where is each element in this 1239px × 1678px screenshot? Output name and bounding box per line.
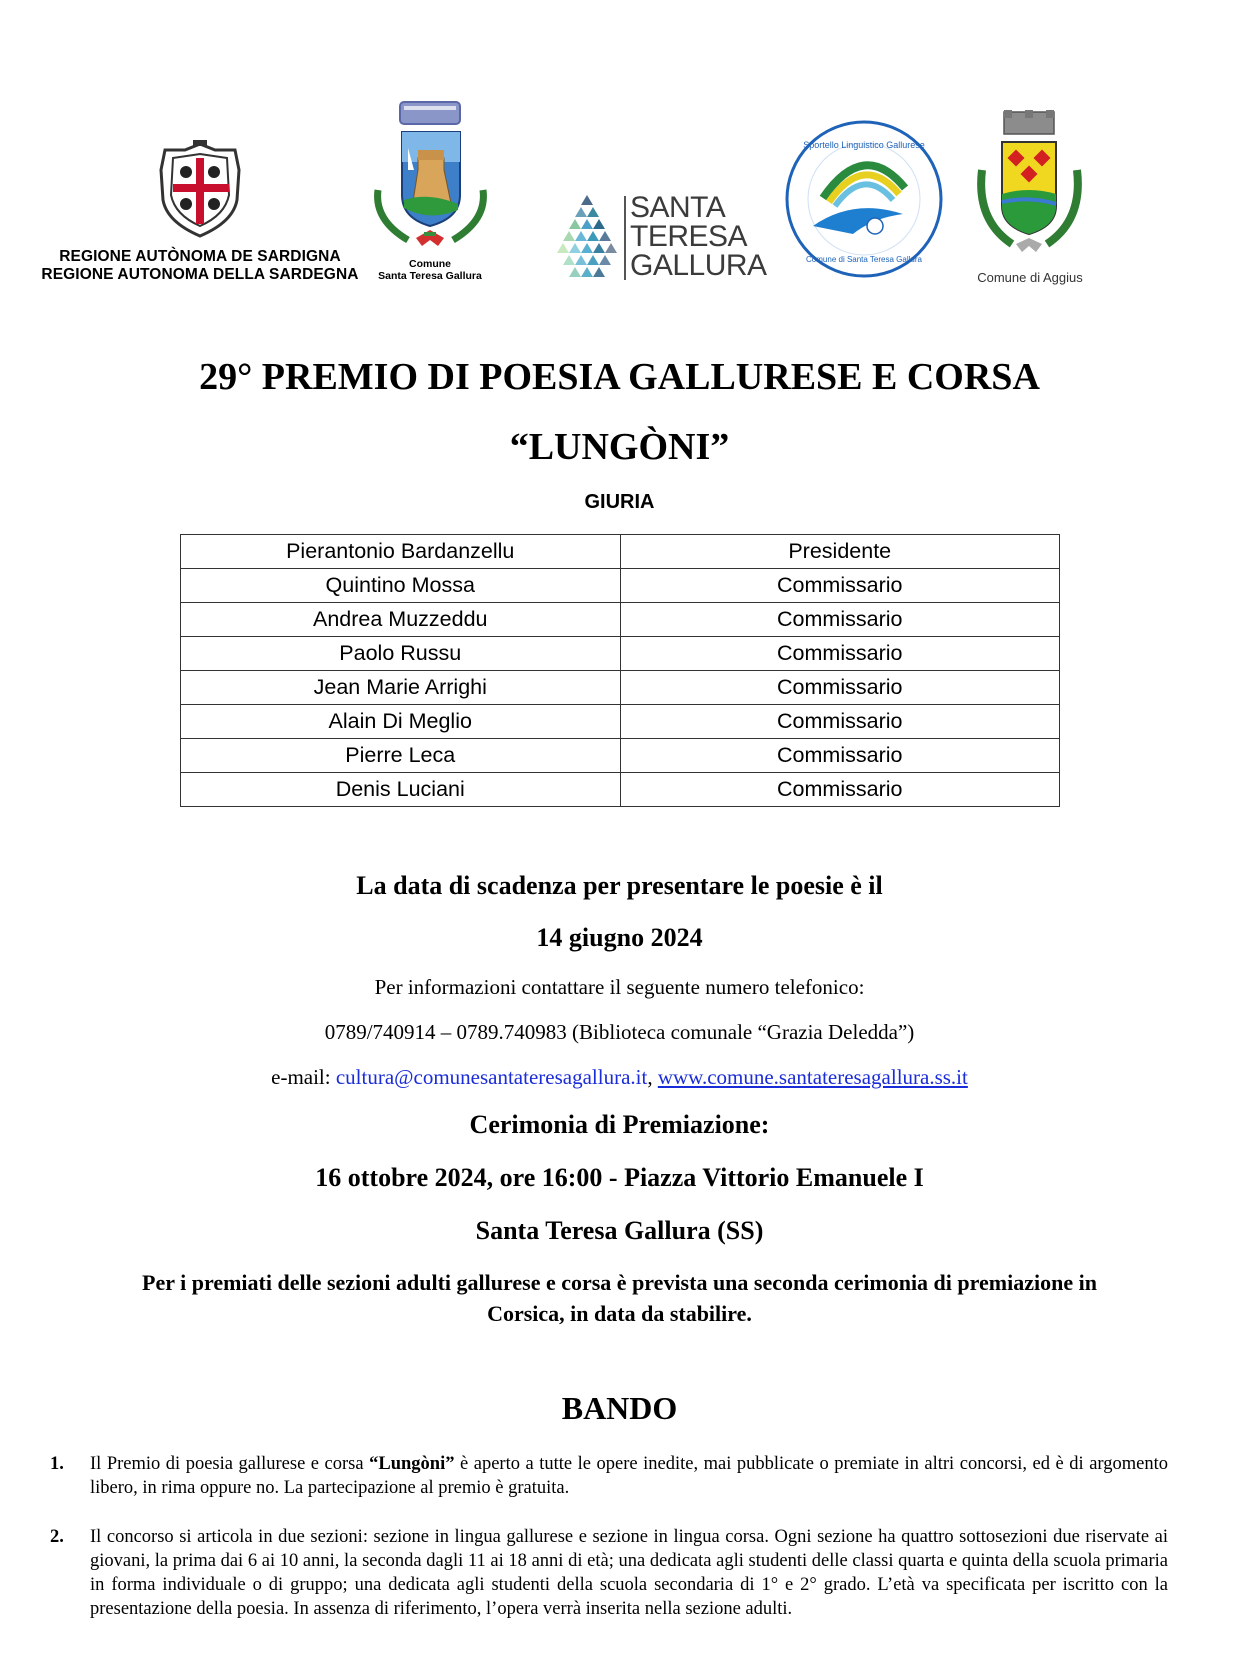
santa-teresa-line: Santa Teresa Gallura [378, 270, 482, 282]
table-row [181, 671, 1060, 705]
table-row [181, 569, 1060, 603]
item-text [90, 1452, 1168, 1500]
sportello-bottom-text: Comune di Santa Teresa Gallura [806, 255, 922, 264]
sportello-linguistico-logo [783, 118, 945, 280]
jury-name: Paolo Russu [181, 637, 621, 671]
table-row [181, 535, 1060, 569]
santa-teresa-coat-of-arms [368, 100, 493, 260]
regione-sardegna-emblem [155, 140, 245, 240]
email-separator: , [647, 1065, 658, 1089]
comune-santa-teresa-caption [360, 258, 500, 282]
jury-name: Andrea Muzzeddu [181, 603, 621, 637]
item-text-before: Il Premio di poesia gallurese e corsa [90, 1454, 370, 1474]
ceremony-place: Santa Teresa Gallura (SS) [475, 1216, 764, 1245]
santa-teresa-brand-triangles [555, 193, 620, 283]
item-text: Il concorso si articola in due sezioni: sezione in lingua gallurese e sezione in lingua corsa. Ogni sezione ha quattro sottosezioni due riservate ai giovani, la prima dai 6 ai 10 anni, la seconda dagli 11 ai 18 anni di età; una dedicata agli studenti delle classi quarta e quinta della scuola primaria in forma individuale o di gruppo; una dedicata agli studenti della scuola secondaria di 1° e 2° grado. L’età va specificata per iscritto con la presentazione della poesia. In assenza di riferimento, l’opera verrà inserita nella sezione adulti. [90, 1527, 1168, 1619]
contact-phones: 0789/740914 – 0789.740983 (Biblioteca comunale “Grazia Deledda”) [324, 1020, 915, 1044]
jury-name: Jean Marie Arrighi [181, 671, 621, 705]
jury-role: Commissario [620, 569, 1060, 603]
jury-role: Commissario [620, 671, 1060, 705]
table-row [181, 773, 1060, 807]
ceremony-note-line1: Per i premiati delle sezioni adulti gallurese e corsa è prevista una seconda cerimonia di premiazione in [142, 1270, 1097, 1295]
brand-teresa: TERESA [630, 220, 748, 253]
jury-name: Quintino Mossa [181, 569, 621, 603]
table-row [181, 603, 1060, 637]
jury-table [180, 534, 1060, 807]
website-link[interactable]: www.comune.santateresagallura.ss.it [657, 1065, 968, 1089]
table-row [181, 705, 1060, 739]
comune-line: Comune [409, 258, 451, 270]
list-item [50, 1525, 1168, 1621]
regione-sardegna-line1: REGIONE AUTÒNOMA DE SARDIGNA [59, 248, 341, 265]
item-number: 2. [50, 1527, 64, 1547]
brand-gallura: GALLURA [630, 249, 767, 282]
ceremony-heading: Cerimonia di Premiazione: [469, 1110, 770, 1139]
table-row [181, 739, 1060, 773]
email-link[interactable]: cultura@comunesantateresagallura.it [335, 1065, 648, 1089]
jury-role: Commissario [620, 637, 1060, 671]
jury-role: Presidente [620, 535, 1060, 569]
ceremony-note [0, 1267, 1239, 1329]
regione-sardegna-line2: REGIONE AUTONOMA DELLA SARDEGNA [41, 266, 359, 283]
jury-name: Alain Di Meglio [181, 705, 621, 739]
jury-role: Commissario [620, 705, 1060, 739]
brand-santa: SANTA [630, 191, 726, 224]
santa-teresa-brand-divider [624, 196, 626, 280]
table-row [181, 637, 1060, 671]
jury-name: Denis Luciani [181, 773, 621, 807]
ceremony-note-line2: Corsica, in data da stabilire. [487, 1301, 752, 1326]
deadline-text: La data di scadenza per presentare le poesie è il [356, 871, 883, 900]
sportello-top-text: Sportello Linguistico Gallurese [803, 140, 925, 150]
giuria-heading: GIURIA [584, 491, 655, 513]
jury-role: Commissario [620, 739, 1060, 773]
list-item [50, 1452, 1168, 1500]
contact-intro: Per informazioni contattare il seguente numero telefonico: [374, 975, 865, 999]
ceremony-when-where: 16 ottobre 2024, ore 16:00 - Piazza Vittorio Emanuele I [315, 1163, 924, 1192]
prize-title-line2: “LUNGÒNI” [509, 426, 730, 468]
aggius-coat-of-arms [972, 110, 1087, 260]
item-text-after: è aperto a tutte le opere inedite, mai pubblicate o premiate in altri concorsi, ed è di argomento libero, in rima oppure no. La partecipazione al premio è gratuita. [90, 1454, 1168, 1498]
email-label: e-mail: [271, 1065, 336, 1089]
santa-teresa-brand-text [630, 193, 767, 280]
item-number: 1. [50, 1454, 64, 1474]
contact-email-line [0, 1065, 1239, 1090]
jury-role: Commissario [620, 773, 1060, 807]
aggius-caption: Comune di Aggius [977, 270, 1083, 285]
bando-heading: BANDO [561, 1390, 678, 1426]
prize-title-line1: 29° PREMIO DI POESIA GALLURESE E CORSA [199, 356, 1040, 398]
deadline-date: 14 giugno 2024 [536, 923, 703, 952]
jury-name: Pierantonio Bardanzellu [181, 535, 621, 569]
jury-name: Pierre Leca [181, 739, 621, 773]
regione-sardegna-caption [40, 248, 360, 284]
item-text-bold: “Lungòni” [369, 1454, 455, 1474]
jury-role: Commissario [620, 603, 1060, 637]
